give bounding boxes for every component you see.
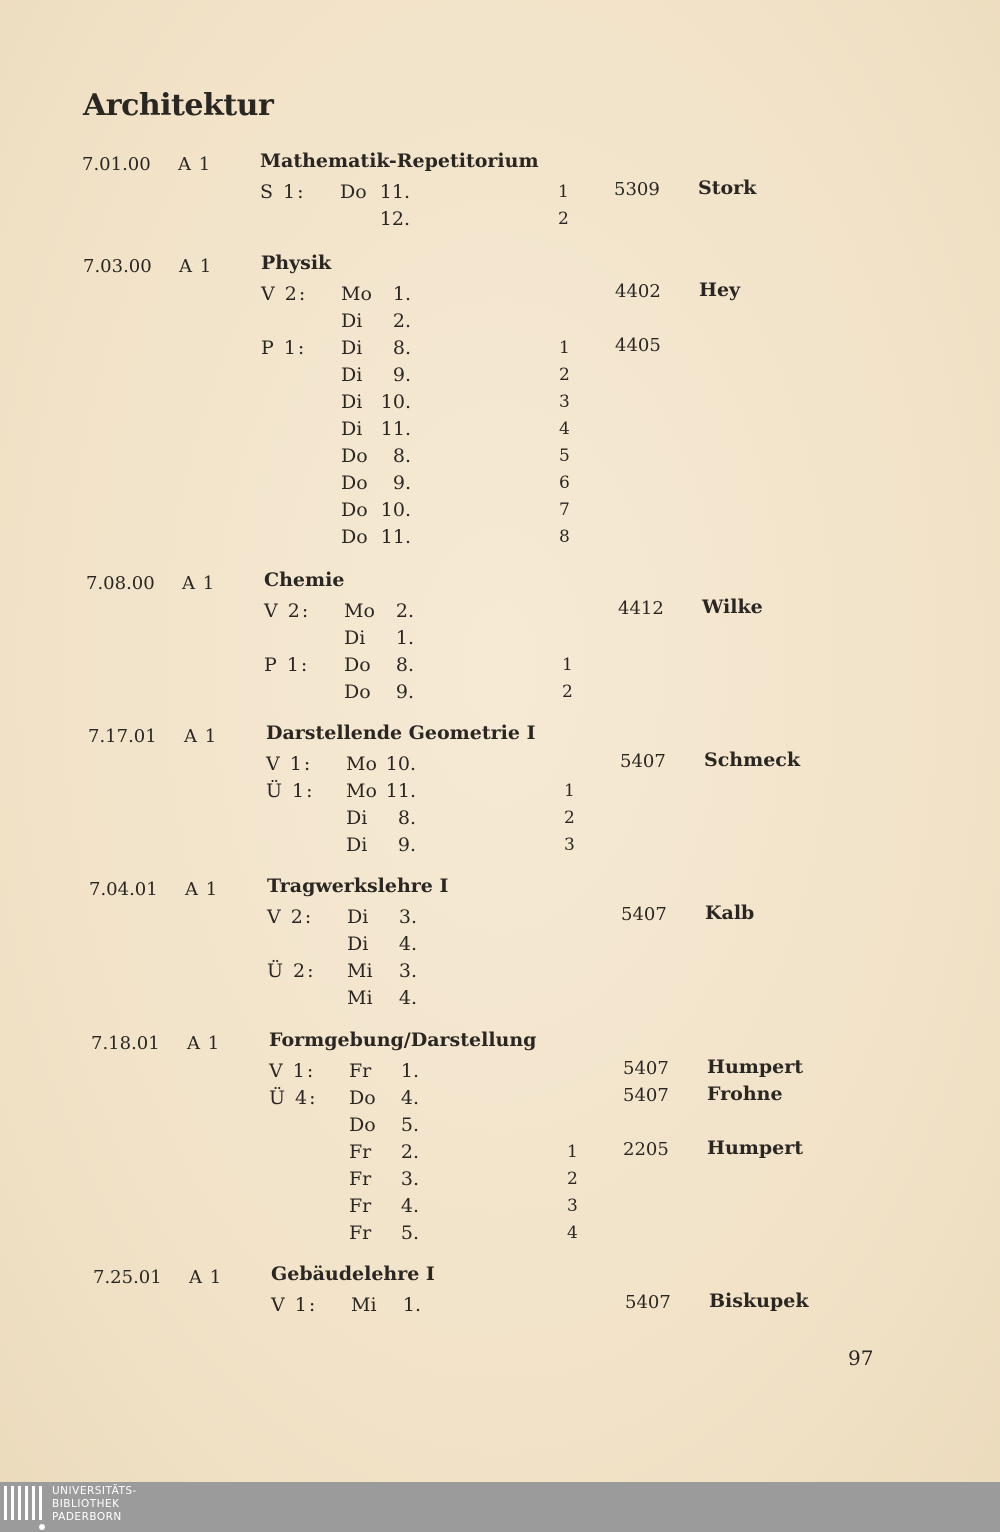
session-day: Fr	[349, 1222, 372, 1244]
session-day: Fr	[349, 1060, 372, 1082]
session-group-number: 1	[559, 338, 570, 358]
session-day: Di	[344, 627, 366, 649]
session-day: Do	[349, 1114, 376, 1136]
session-hour: 9.	[397, 834, 416, 856]
session-hour: 1.	[392, 283, 411, 305]
session-hour: 8.	[392, 445, 411, 467]
session-hour: 2.	[400, 1141, 419, 1163]
session-hour: 11.	[379, 181, 410, 203]
session-group-number: 2	[564, 808, 575, 828]
session-day: Mi	[347, 960, 373, 982]
session-type: Ü 1:	[266, 780, 315, 802]
session-type: P 1:	[264, 654, 310, 676]
lecturer-name: Kalb	[705, 902, 755, 924]
session-hour: 2.	[392, 310, 411, 332]
session-day: Mo	[346, 753, 377, 775]
session-hour: 11.	[385, 780, 416, 802]
session-type: S 1:	[260, 181, 306, 203]
session-day: Di	[347, 906, 369, 928]
session-hour: 1.	[400, 1060, 419, 1082]
lecturer-name: Frohne	[707, 1083, 783, 1105]
session-group-number: 7	[559, 500, 570, 520]
room-number: 2205	[623, 1139, 669, 1160]
room-number: 5407	[623, 1085, 669, 1106]
course-code: 7.18.01	[91, 1033, 160, 1054]
room-number: 5407	[620, 751, 666, 772]
session-type: V 1:	[271, 1294, 318, 1316]
course-code: 7.03.00	[83, 256, 152, 277]
session-day: Do	[341, 472, 368, 494]
session-day: Di	[341, 310, 363, 332]
session-group-number: 2	[559, 365, 570, 385]
session-day: Do	[341, 445, 368, 467]
course-code: 7.17.01	[88, 726, 157, 747]
session-day: Do	[344, 654, 371, 676]
lecturer-name: Humpert	[707, 1056, 804, 1078]
course-title: Tragwerkslehre I	[267, 875, 449, 897]
session-type: V 1:	[269, 1060, 316, 1082]
session-hour: 8.	[395, 654, 414, 676]
session-group-number: 4	[567, 1223, 578, 1243]
session-group-number: 3	[559, 392, 570, 412]
course-group: A 1	[185, 879, 219, 900]
lecturer-name: Humpert	[707, 1137, 804, 1159]
session-group-number: 2	[562, 682, 573, 702]
course-code: 7.08.00	[86, 573, 155, 594]
session-hour: 4.	[400, 1087, 419, 1109]
course-group: A 1	[178, 154, 212, 175]
session-hour: 1.	[402, 1294, 421, 1316]
course-title: Chemie	[264, 569, 345, 591]
session-hour: 11.	[380, 526, 411, 548]
room-number: 5407	[625, 1292, 671, 1313]
session-hour: 9.	[395, 681, 414, 703]
session-hour: 3.	[400, 1168, 419, 1190]
course-title: Mathematik-Repetitorium	[260, 150, 539, 172]
session-hour: 9.	[392, 472, 411, 494]
session-day: Do	[341, 526, 368, 548]
room-number: 5309	[614, 179, 660, 200]
session-group-number: 1	[567, 1142, 578, 1162]
session-type: P 1:	[261, 337, 307, 359]
session-hour: 9.	[392, 364, 411, 386]
session-type: V 2:	[267, 906, 314, 928]
session-hour: 4.	[400, 1195, 419, 1217]
session-type: Ü 4:	[269, 1087, 318, 1109]
course-group: A 1	[189, 1267, 223, 1288]
lecturer-name: Stork	[698, 177, 757, 199]
session-group-number: 2	[558, 209, 569, 229]
course-code: 7.04.01	[89, 879, 158, 900]
session-day: Mo	[341, 283, 372, 305]
lecturer-name: Schmeck	[704, 749, 801, 771]
session-hour: 2.	[395, 600, 414, 622]
session-type: V 1:	[266, 753, 313, 775]
session-day: Di	[346, 807, 368, 829]
session-group-number: 1	[564, 781, 575, 801]
room-number: 4405	[615, 335, 661, 356]
room-number: 5407	[621, 904, 667, 925]
session-hour: 3.	[398, 960, 417, 982]
room-number: 5407	[623, 1058, 669, 1079]
session-day: Do	[349, 1087, 376, 1109]
lecturer-name: Hey	[699, 279, 741, 301]
lecturer-name: Wilke	[702, 596, 763, 618]
session-day: Di	[341, 391, 363, 413]
session-hour: 10.	[380, 499, 411, 521]
session-group-number: 1	[562, 655, 573, 675]
course-group: A 1	[182, 573, 216, 594]
session-hour: 8.	[392, 337, 411, 359]
session-type: V 2:	[264, 600, 311, 622]
library-logo-text: UNIVERSITÄTS- BIBLIOTHEK PADERBORN	[52, 1485, 137, 1523]
session-hour: 10.	[380, 391, 411, 413]
session-group-number: 4	[559, 419, 570, 439]
course-group: A 1	[179, 256, 213, 277]
session-day: Do	[341, 499, 368, 521]
course-title: Gebäudelehre I	[271, 1263, 435, 1285]
session-group-number: 5	[559, 446, 570, 466]
session-day: Fr	[349, 1195, 372, 1217]
session-day: Di	[347, 933, 369, 955]
session-group-number: 2	[567, 1169, 578, 1189]
session-day: Fr	[349, 1141, 372, 1163]
session-day: Di	[341, 337, 363, 359]
session-group-number: 3	[564, 835, 575, 855]
session-hour: 11.	[380, 418, 411, 440]
session-hour: 5.	[400, 1114, 419, 1136]
session-day: Di	[341, 418, 363, 440]
course-title: Formgebung/Darstellung	[269, 1029, 537, 1051]
course-code: 7.25.01	[93, 1267, 162, 1288]
session-day: Mo	[346, 780, 377, 802]
session-type: Ü 2:	[267, 960, 316, 982]
session-hour: 3.	[398, 906, 417, 928]
session-day: Di	[346, 834, 368, 856]
library-logo-icon	[2, 1486, 46, 1528]
section-heading: Architektur	[83, 88, 274, 123]
room-number: 4412	[618, 598, 664, 619]
session-day: Do	[344, 681, 371, 703]
session-day: Mi	[347, 987, 373, 1009]
course-code: 7.01.00	[82, 154, 151, 175]
session-type: V 2:	[261, 283, 308, 305]
library-footer-bar	[0, 1482, 1000, 1532]
session-day: Mo	[344, 600, 375, 622]
session-hour: 4.	[398, 987, 417, 1009]
room-number: 4402	[615, 281, 661, 302]
session-group-number: 6	[559, 473, 570, 493]
session-day: Do	[340, 181, 367, 203]
session-group-number: 1	[558, 182, 569, 202]
course-title: Darstellende Geometrie I	[266, 722, 536, 744]
session-hour: 10.	[385, 753, 416, 775]
session-hour: 5.	[400, 1222, 419, 1244]
page-number: 97	[848, 1346, 874, 1370]
session-hour: 8.	[397, 807, 416, 829]
course-group: A 1	[184, 726, 218, 747]
lecturer-name: Biskupek	[709, 1290, 809, 1312]
session-hour: 1.	[395, 627, 414, 649]
session-group-number: 3	[567, 1196, 578, 1216]
session-day: Mi	[351, 1294, 377, 1316]
session-day: Fr	[349, 1168, 372, 1190]
session-group-number: 8	[559, 527, 570, 547]
session-hour: 12.	[379, 208, 410, 230]
session-hour: 4.	[398, 933, 417, 955]
course-title: Physik	[261, 252, 332, 274]
session-day: Di	[341, 364, 363, 386]
course-group: A 1	[187, 1033, 221, 1054]
